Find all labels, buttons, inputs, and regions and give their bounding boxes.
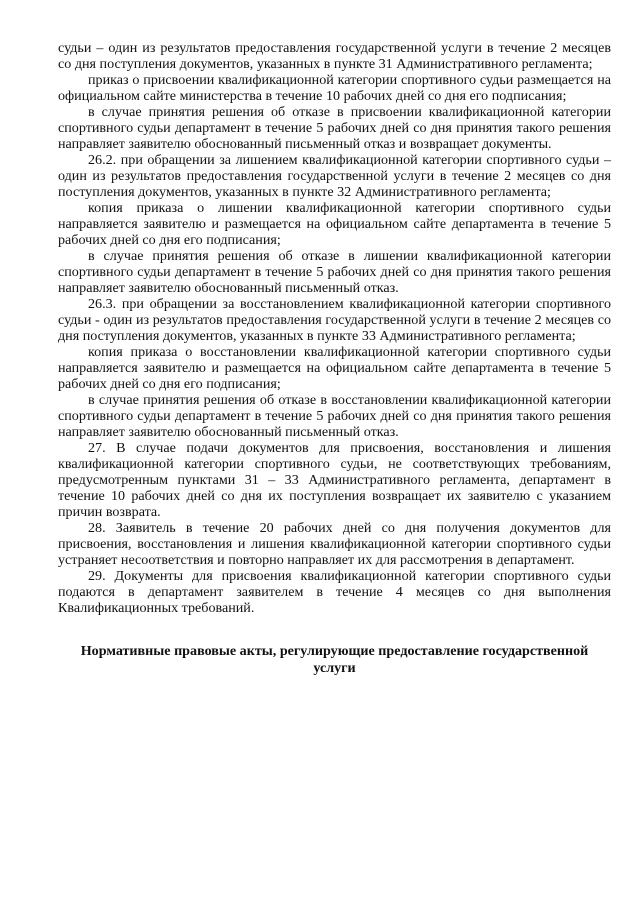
- paragraph: в случае принятия решения об отказе в присвоении квалификационной категории спортивного судьи департамент в течение 5 рабочих дней со дня принятия такого решения направляет заявителю обоснованный письменный отказ и возвращает документы.: [58, 104, 611, 152]
- paragraph: копия приказа о лишении квалификационной категории спортивного судьи направляется заявителю и размещается на официальном сайте департамента в течение 5 рабочих дней со дня его подписания;: [58, 200, 611, 248]
- paragraph: в случае принятия решения об отказе в восстановлении квалификационной категории спортивного судьи департамент в течение 5 рабочих дней со дня принятия такого решения направляет заявителю обоснованный письменный отказ.: [58, 392, 611, 440]
- paragraph: копия приказа о восстановлении квалификационной категории спортивного судьи направляется заявителю и размещается на официальном сайте департамента в течение 5 рабочих дней со дня его подписания;: [58, 344, 611, 392]
- document-page: [58, 40, 611, 677]
- section-heading: Нормативные правовые акты, регулирующие предоставление государственной услуги: [80, 643, 589, 676]
- paragraph-26-3: 26.3. при обращении за восстановлением квалификационной категории спортивного судьи - один из результатов предоставления государственной услуги в течение 2 месяцев со дня поступления документов, указанных в пункте 33 Административного регламента;: [58, 296, 611, 344]
- paragraph-28: 28. Заявитель в течение 20 рабочих дней со дня получения документов для присвоения, восстановления и лишения квалификационной категории спортивного судьи устраняет несоответствия и повторно направляет их для рассмотрения в департамент.: [58, 520, 611, 568]
- paragraph-26-2: 26.2. при обращении за лишением квалификационной категории спортивного судьи – один из результатов предоставления государственной услуги в течение 2 месяцев со дня поступления документов, указанных в пункте 32 Административного регламента;: [58, 152, 611, 200]
- paragraph-27: 27. В случае подачи документов для присвоения, восстановления и лишения квалификационной категории спортивного судьи, не соответствующих требованиям, предусмотренным пунктами 31 – 33 Административного регламента, департамент в течение 10 рабочих дней со дня их поступления возвращает их заявителю с указанием причин возврата.: [58, 440, 611, 520]
- paragraph-continuation: судьи – один из результатов предоставления государственной услуги в течение 2 месяцев со дня поступления документов, указанных в пункте 31 Административного регламента;: [58, 40, 611, 72]
- paragraph: в случае принятия решения об отказе в лишении квалификационной категории спортивного судьи департамент в течение 5 рабочих дней со дня принятия такого решения направляет заявителю обоснованный письменный отказ.: [58, 248, 611, 296]
- paragraph-29: 29. Документы для присвоения квалификационной категории спортивного судьи подаются в департамент заявителем в течение 4 месяцев со дня выполнения Квалификационных требований.: [58, 568, 611, 616]
- paragraph: приказ о присвоении квалификационной категории спортивного судьи размещается на официальном сайте министерства в течение 10 рабочих дней со дня его подписания;: [58, 72, 611, 104]
